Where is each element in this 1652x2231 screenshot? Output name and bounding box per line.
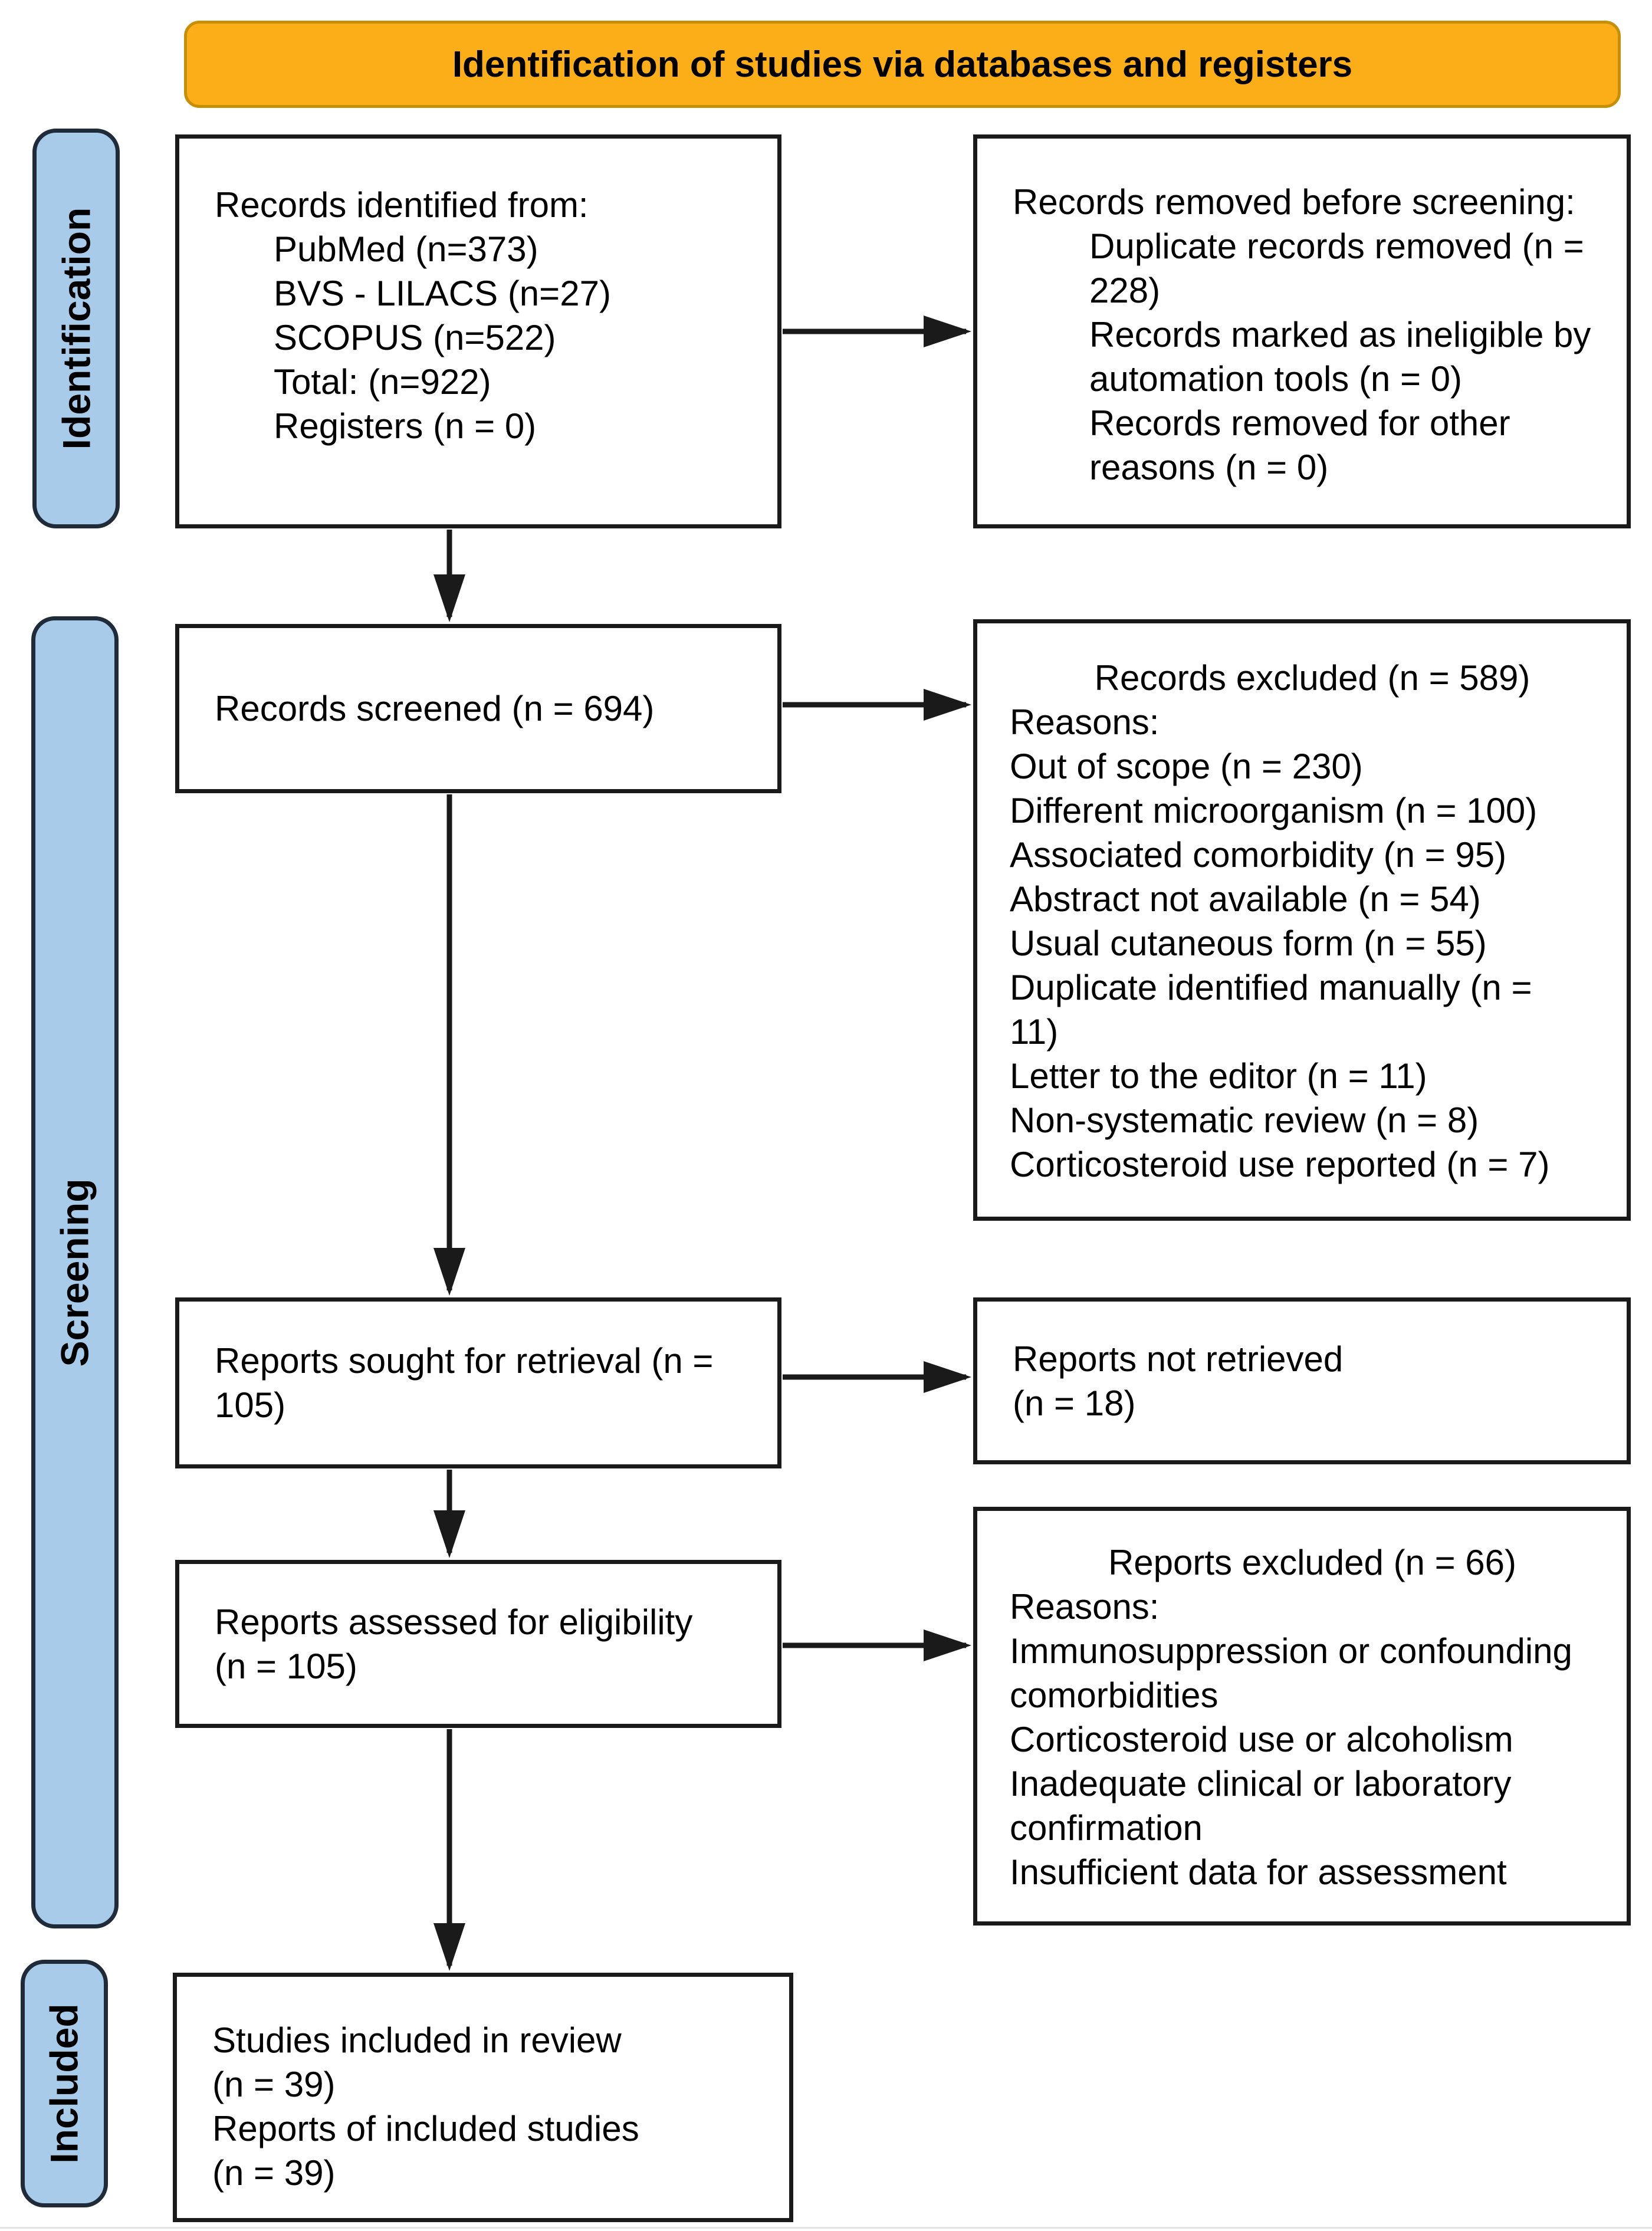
text-line: Corticosteroid use or alcoholism — [1010, 1720, 1513, 1759]
screening-phase-label: Screening — [53, 1178, 97, 1367]
text-line: Out of scope (n = 230) — [1010, 747, 1363, 786]
text-line: Associated comorbidity (n = 95) — [1010, 835, 1507, 875]
text-line: Immunosuppression or confounding — [1010, 1631, 1572, 1671]
text-line: Corticosteroid use reported (n = 7) — [1010, 1145, 1550, 1184]
text-line: Registers (n = 0) — [274, 406, 537, 446]
text-line: confirmation — [1010, 1808, 1203, 1848]
text-line: 228) — [1089, 271, 1161, 310]
page-bottom-rule — [0, 2227, 1652, 2229]
text-line: Reports sought for retrieval (n = — [215, 1341, 714, 1381]
text-line: Letter to the editor (n = 11) — [1010, 1056, 1427, 1096]
text-line: Insufficient data for assessment — [1010, 1852, 1507, 1892]
identification-phase-label: Identification — [54, 207, 98, 450]
text-line: (n = 39) — [212, 2153, 336, 2193]
text-line: 105) — [215, 1385, 286, 1425]
text-line: Reasons: — [1010, 1587, 1160, 1627]
text-line: Reports not retrieved — [1013, 1339, 1344, 1379]
text-line: Records screened (n = 694) — [215, 689, 655, 728]
text-line: Duplicate records removed (n = — [1089, 226, 1584, 266]
text-line: automation tools (n = 0) — [1089, 359, 1463, 399]
text-line: (n = 39) — [212, 2065, 336, 2104]
text-line: Records identified from: — [215, 185, 589, 225]
text-line: SCOPUS (n=522) — [274, 318, 556, 357]
text-line: Records marked as ineligible by — [1089, 315, 1591, 354]
text-line: Abstract not available (n = 54) — [1010, 879, 1481, 919]
text-line: BVS - LILACS (n=27) — [274, 274, 611, 313]
text-line: comorbidities — [1010, 1675, 1219, 1715]
text-line: Records excluded (n = 589) — [1094, 658, 1531, 698]
text-line: Reports assessed for eligibility — [215, 1602, 693, 1642]
included-phase-label: Included — [42, 2003, 87, 2164]
text-line: Total: (n=922) — [274, 362, 491, 402]
text-line: Duplicate identified manually (n = — [1010, 968, 1532, 1007]
text-line: Records removed before screening: — [1013, 182, 1575, 222]
text-line: 11) — [1010, 1012, 1059, 1052]
text-line: Inadequate clinical or laboratory — [1010, 1764, 1512, 1803]
text-line: Non-systematic review (n = 8) — [1010, 1100, 1479, 1140]
banner-title: Identification of studies via databases and registers — [452, 44, 1353, 85]
text-line: Reports of included studies — [212, 2109, 639, 2148]
text-line: Usual cutaneous form (n = 55) — [1010, 924, 1487, 963]
text-line: (n = 105) — [215, 1646, 357, 1686]
text-line: Studies included in review — [212, 2020, 622, 2060]
text-line: Reasons: — [1010, 702, 1160, 742]
text-line: Reports excluded (n = 66) — [1108, 1543, 1517, 1582]
text-line: Records removed for other — [1089, 403, 1510, 443]
text-line: (n = 18) — [1013, 1383, 1136, 1423]
text-line: reasons (n = 0) — [1089, 448, 1329, 487]
text-line: Different microorganism (n = 100) — [1010, 791, 1538, 830]
text-line: PubMed (n=373) — [274, 229, 538, 269]
